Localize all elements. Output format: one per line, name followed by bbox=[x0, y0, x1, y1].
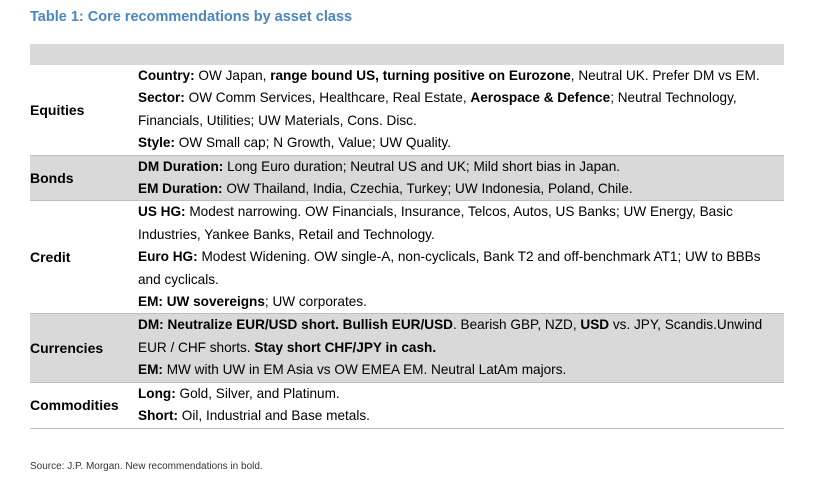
recommendation-line bbox=[138, 291, 784, 313]
text-segment: OW Small cap; N Growth, Value; UW Quality. bbox=[175, 135, 452, 151]
source-note: Source: J.P. Morgan. New recommendations in bold. bbox=[30, 461, 263, 472]
text-segment: Modest narrowing. OW Financials, Insurance, Telcos, Autos, US Banks; UW Energy, Basic Industries, Yankee Banks, Retail and Technology. bbox=[138, 204, 733, 242]
bold-text: Short: bbox=[138, 408, 179, 424]
recommendation-line bbox=[138, 87, 784, 132]
asset-class-label: Credit bbox=[30, 201, 138, 314]
bold-text: EM Duration: bbox=[138, 181, 223, 197]
table-row bbox=[30, 382, 784, 428]
bold-text: DM Duration: bbox=[138, 158, 224, 174]
recommendation-line bbox=[138, 383, 784, 405]
recommendation-line bbox=[138, 65, 784, 87]
bold-text: Sector: bbox=[138, 90, 185, 106]
text-segment: Long Euro duration; Neutral US and UK; Mild short bias in Japan. bbox=[223, 158, 621, 174]
recommendation-cell bbox=[138, 155, 784, 201]
text-segment: Oil, Industrial and Base metals. bbox=[178, 408, 370, 424]
bold-text: DM: Neutralize EUR/USD short. Bullish EUR/USD bbox=[138, 317, 453, 333]
text-segment: Modest Widening. OW single-A, non-cyclicals, Bank T2 and off-benchmark AT1; UW to BBBs and cyclicals. bbox=[138, 249, 761, 287]
asset-class-label: Equities bbox=[30, 65, 138, 155]
bold-text: range bound US, turning positive on Eurozone bbox=[270, 68, 571, 83]
text-segment: ; UW corporates. bbox=[264, 294, 367, 310]
recommendation-line bbox=[138, 201, 784, 246]
bold-text: Country: bbox=[138, 68, 195, 83]
text-segment: . Bearish GBP, NZD, bbox=[452, 317, 581, 333]
asset-class-label: Bonds bbox=[30, 155, 138, 201]
table-row bbox=[30, 65, 784, 155]
recommendation-cell bbox=[138, 65, 784, 155]
recommendation-line bbox=[138, 314, 784, 359]
bold-text: EM: UW sovereigns bbox=[138, 294, 265, 310]
bold-text: Stay short CHF/JPY in cash. bbox=[254, 339, 437, 355]
recommendation-line bbox=[138, 246, 784, 291]
text-segment: OW Thailand, India, Czechia, Turkey; UW Indonesia, Poland, Chile. bbox=[222, 181, 633, 197]
text-segment: OW Comm Services, Healthcare, Real Estate, bbox=[184, 90, 471, 106]
table-row bbox=[30, 314, 784, 382]
bold-text: Style: bbox=[138, 135, 176, 151]
text-segment: ; Neutral Technology, Financials, Utilities; UW Materials, Cons. Disc. bbox=[138, 90, 737, 128]
table-body bbox=[30, 65, 784, 428]
table-header-bar bbox=[30, 44, 784, 65]
text-segment: Gold, Silver, and Platinum. bbox=[175, 385, 340, 401]
recommendation-cell bbox=[138, 314, 784, 382]
text-segment: , Neutral UK. Prefer DM vs EM. bbox=[570, 68, 760, 83]
bold-text: US HG: bbox=[138, 204, 186, 220]
bold-text: Euro HG: bbox=[138, 249, 198, 265]
asset-class-label: Commodities bbox=[30, 382, 138, 428]
text-segment: vs. JPY, Scandis.Unwind EUR / CHF shorts. bbox=[138, 317, 763, 355]
recommendation-line bbox=[138, 359, 784, 381]
table-row bbox=[30, 155, 784, 201]
recommendations-table bbox=[30, 65, 784, 429]
table-row bbox=[30, 201, 784, 314]
recommendation-cell bbox=[138, 382, 784, 428]
recommendation-line bbox=[138, 405, 784, 427]
recommendation-line bbox=[138, 156, 784, 178]
bold-text: Long: bbox=[138, 385, 176, 401]
asset-class-label: Currencies bbox=[30, 314, 138, 382]
bold-text: EM: bbox=[138, 362, 163, 378]
text-segment: MW with UW in EM Asia vs OW EMEA EM. Neutral LatAm majors. bbox=[162, 362, 567, 378]
text-segment: OW Japan, bbox=[194, 68, 271, 83]
bold-text: Aerospace & Defence bbox=[470, 90, 611, 106]
table-title: Table 1: Core recommendations by asset class bbox=[30, 9, 353, 25]
bold-text: USD bbox=[580, 317, 610, 333]
recommendation-line bbox=[138, 178, 784, 200]
recommendation-cell bbox=[138, 201, 784, 314]
recommendation-line bbox=[138, 132, 784, 154]
